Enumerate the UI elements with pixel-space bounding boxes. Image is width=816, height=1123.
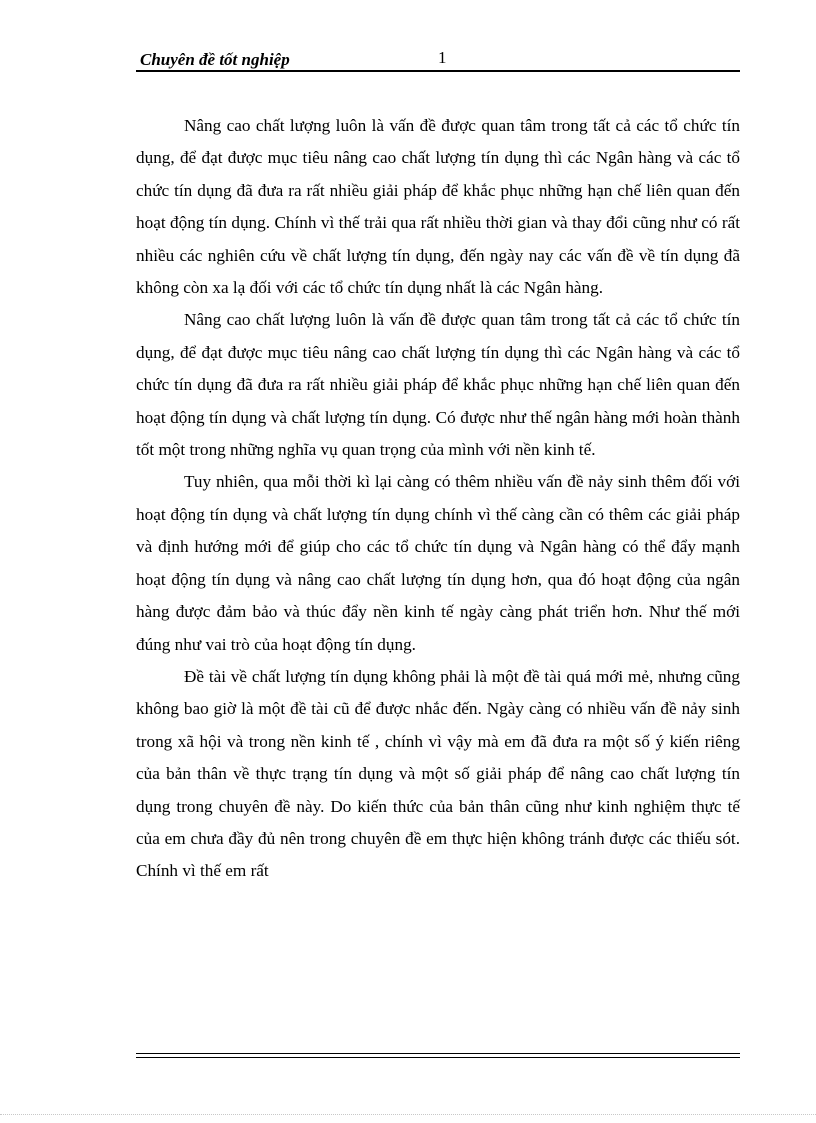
header-rule <box>136 70 740 72</box>
footer-rule-top <box>136 1053 740 1054</box>
body-text <box>136 110 740 888</box>
paragraph-1: Nâng cao chất lượng luôn là vấn đề được quan tâm trong tất cả các tổ chức tín dụng, để đạt được mục tiêu nâng cao chất lượng tín dụng thì các Ngân hàng và các tổ chức tín dụng đã đưa ra rất nhiều giải pháp để khắc phục những hạn chế liên quan đến hoạt động tín dụng. Chính vì thế trải qua rất nhiều thời gian và thay đổi cũng như có rất nhiều các nghiên cứu về chất lượng tín dụng, đến ngày nay các vấn đề về tín dụng đã không còn xa lạ đối với các tổ chức tín dụng nhất là các Ngân hàng. <box>136 116 740 298</box>
paragraph-4: Đề tài về chất lượng tín dụng không phải là một đề tài quá mới mẻ, nhưng cũng không bao giờ là một đề tài cũ để được nhắc đến. Ngày càng có nhiều vấn đề nảy sinh trong xã hội và trong nền kinh tế , chính vì vậy mà em đã đưa ra một số ý kiến riêng của bản thân về thực trạng tín dụng và một số giải pháp để nâng cao chất lượng tín dụng trong chuyên đề này. Do kiến thức của bản thân cũng như kinh nghiệm thực tế của em chưa đầy đủ nên trong chuyên đề em thực hiện không tránh được các thiếu sót. Chính vì thế em rất <box>136 666 740 881</box>
paragraph-3: Tuy nhiên, qua mỗi thời kì lại càng có thêm nhiều vấn đề nảy sinh thêm đối với hoạt động tín dụng và chất lượng tín dụng chính vì thế càng cần có thêm các giải pháp và định hướng mới để giúp cho các tổ chức tín dụng và Ngân hàng có thể đẩy mạnh hoạt động tín dụng và nâng cao chất lượng tín dụng hơn, qua đó hoạt động của ngân hàng được đảm bảo và thúc đẩy nền kinh tế ngày càng phát triển hơn. Như thế mới đúng như vai trò của hoạt động tín dụng. <box>136 472 740 654</box>
page-header <box>136 46 740 72</box>
footer-double-rule <box>136 1053 740 1058</box>
page-bottom-border <box>0 1114 816 1115</box>
page-number: 1 <box>438 48 447 67</box>
footer-rule-bottom <box>136 1057 740 1058</box>
header-title: Chuyên đề tốt nghiệp <box>140 50 290 69</box>
paragraph-2: Nâng cao chất lượng luôn là vấn đề được quan tâm trong tất cả các tổ chức tín dụng, để đạt được mục tiêu nâng cao chất lượng tín dụng thì các Ngân hàng và các tổ chức tín dụng đã đưa ra rất nhiều giải pháp để khắc phục những hạn chế liên quan đến hoạt động tín dụng và chất lượng tín dụng. Có được như thế ngân hàng mới hoàn thành tốt một trong những nghĩa vụ quan trọng của mình với nền kinh tế. <box>136 310 740 460</box>
